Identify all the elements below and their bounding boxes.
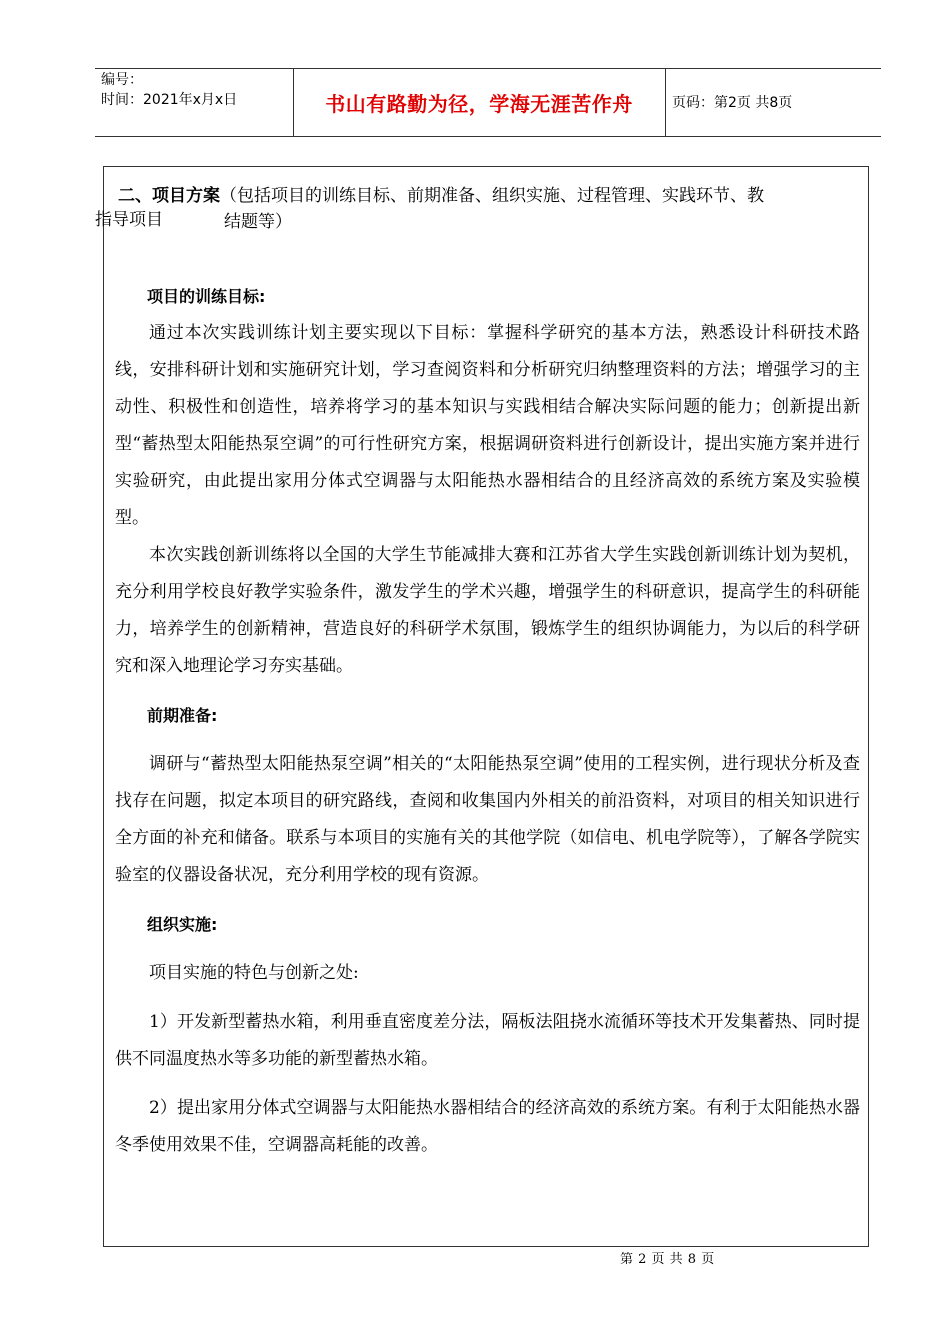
code-label: 编号：: [101, 72, 143, 88]
header-divider-2: [665, 68, 666, 136]
footer-page-number: 第 2 页 共 8 页: [620, 1252, 715, 1267]
prep-heading: 前期准备:: [147, 706, 218, 725]
document-body: [115, 278, 860, 1164]
header-bottom-rule: [95, 136, 881, 137]
header-motto: 书山有路勤为径，学海无涯苦作舟: [325, 91, 633, 116]
header-page-number: 页码：第2页 共8页: [672, 95, 793, 111]
org-intro: 项目实施的特色与创新之处:: [149, 963, 359, 983]
section-desc-line1: （包括项目的训练目标、前期准备、组织实施、过程管理、实践环节、教: [220, 186, 764, 206]
section-title: 二、项目方案: [118, 186, 220, 206]
org-heading: 组织实施:: [147, 915, 218, 934]
org-item-2: 2）提出家用分体式空调器与太阳能热水器相结合的经济高效的系统方案。有利于太阳能热水器冬季使用效果不佳，空调器高耗能的改善。: [115, 1098, 860, 1155]
goals-paragraph-1: 通过本次实践训练计划主要实现以下目标：掌握科学研究的基本方法，熟悉设计科研技术路线，安排科研计划和实施研究计划，学习查阅资料和分析研究归纳整理资料的方法；增强学习的主动性、积极性和创造性，培养将学习的基本知识与实践相结合解决实际问题的能力；创新提出新型“蓄热型太阳能热泵空调”的可行性研究方案，根据调研资料进行创新设计，提出实施方案并进行实验研究，由此提出家用分体式空调器与太阳能热水器相结合的且经济高效的系统方案及实验模型。: [115, 323, 860, 528]
prep-paragraph: 调研与“蓄热型太阳能热泵空调”相关的“太阳能热泵空调”使用的工程实例，进行现状分析及查找存在问题，拟定本项目的研究路线，查阅和收集国内外相关的前沿资料，对项目的相关知识进行全方面的补充和储备。联系与本项目的实施有关的其他学院（如信电、机电学院等），了解各学院实验室的仪器设备状况，充分利用学校的现有资源。: [115, 754, 860, 885]
side-label: 指导项目: [95, 210, 163, 230]
goals-heading: 项目的训练目标:: [147, 287, 266, 306]
time-label: 时间：2021年x月x日: [101, 92, 238, 108]
header-meta: [101, 70, 291, 110]
org-item-1: 1）开发新型蓄热水箱，利用垂直密度差分法，隔板法阻挠水流循环等技术开发集蓄热、同时提供不同温度热水等多功能的新型蓄热水箱。: [115, 1012, 860, 1069]
section-desc-line2: 结题等）: [224, 212, 292, 232]
goals-paragraph-2: 本次实践创新训练将以全国的大学生节能减排大赛和江苏省大学生实践创新训练计划为契机，充分利用学校良好教学实验条件，激发学生的学术兴趣，增强学生的科研意识，提高学生的科研能力，培养学生的创新精神，营造良好的科研学术氛围，锻炼学生的组织协调能力，为以后的科学研究和深入地理论学习夯实基础。: [115, 545, 860, 676]
